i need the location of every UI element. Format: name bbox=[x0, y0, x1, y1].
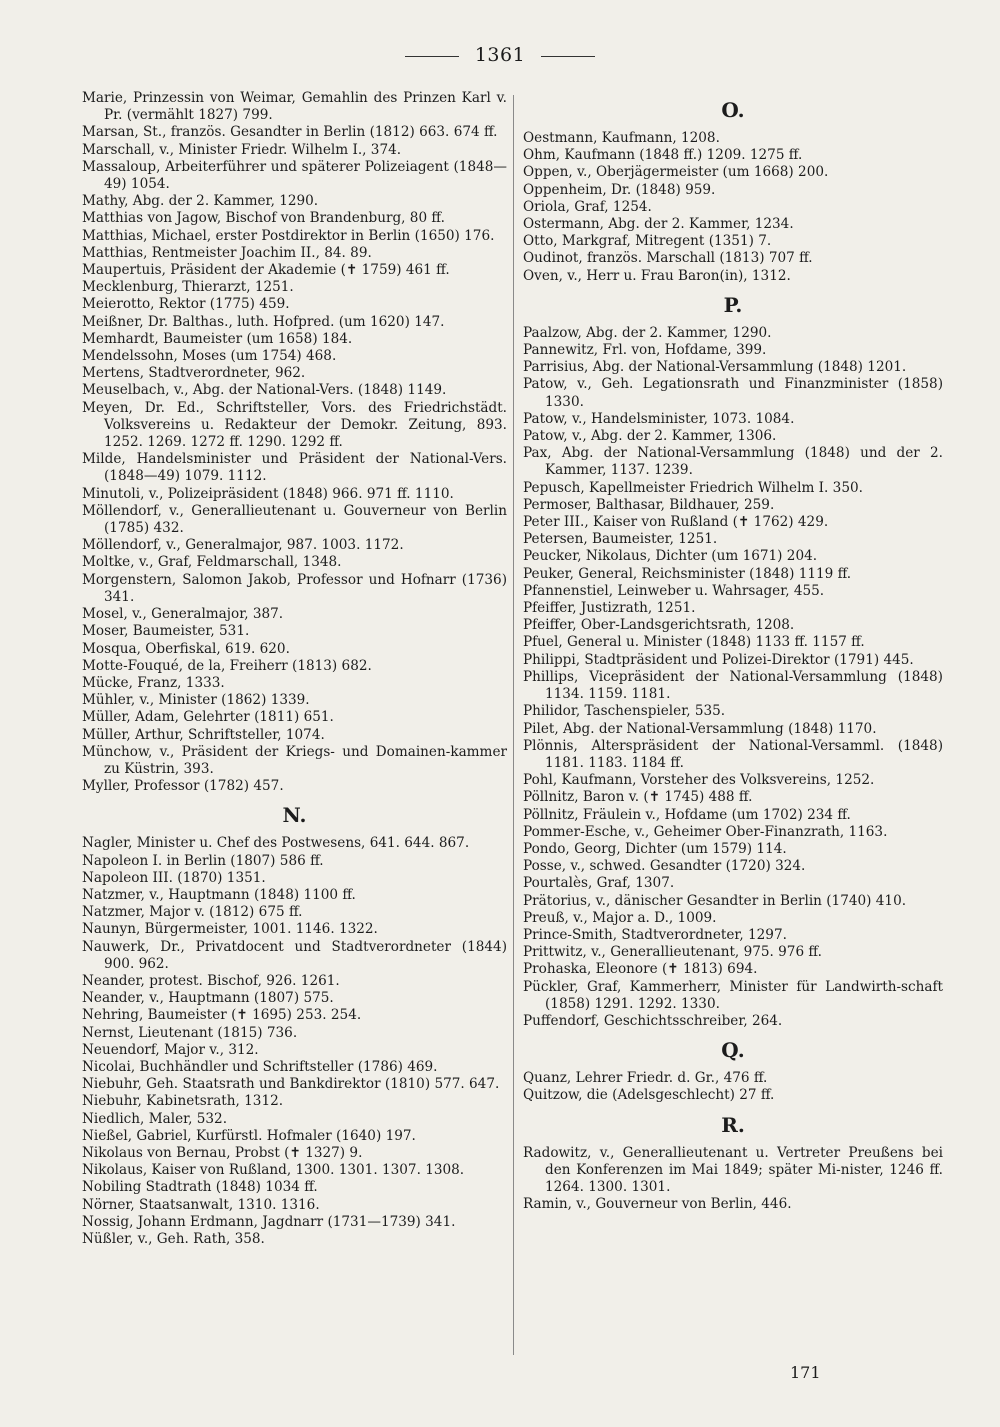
index-entry: Pepusch, Kapellmeister Friedrich Wilhelm I. 350. bbox=[523, 479, 863, 496]
index-entry: Meuselbach, v., Abg. der National-Vers. (1848) 1149. bbox=[82, 382, 447, 399]
index-entry: Pohl, Kaufmann, Vorsteher des Volksvereins, 1252. bbox=[523, 772, 875, 789]
index-entry: Pöllnitz, Fräulein v., Hofdame (um 1702) 234 ff. bbox=[523, 806, 851, 823]
index-entry: Naunyn, Bürgermeister, 1001. 1146. 1322. bbox=[82, 921, 378, 938]
index-entry: Meierotto, Rektor (1775) 459. bbox=[82, 296, 290, 313]
index-entry: Napoleon I. in Berlin (1807) 586 ff. bbox=[82, 852, 324, 869]
index-entry: Philippi, Stadtpräsident und Polizei-Direktor (1791) 445. bbox=[523, 651, 914, 668]
index-entry: Oudinot, französ. Marschall (1813) 707 ff. bbox=[523, 250, 813, 267]
index-entry: Minutoli, v., Polizeipräsident (1848) 966. 971 ff. 1110. bbox=[82, 485, 454, 502]
section-letter-heading: P. bbox=[723, 292, 743, 317]
index-entry: Niedlich, Maler, 532. bbox=[82, 1110, 228, 1127]
index-entry: Pöllnitz, Baron v. (✝ 1745) 488 ff. bbox=[523, 789, 753, 806]
index-entry: Morgenstern, Salomon Jakob, Professor und Hofnarr (1736) 341. bbox=[82, 571, 507, 605]
index-entry: Pfannenstiel, Leinweber u. Wahrsager, 455. bbox=[523, 582, 825, 599]
index-entry: Natzmer, Major v. (1812) 675 ff. bbox=[82, 904, 303, 921]
index-column-right bbox=[523, 90, 943, 1213]
index-entry: Moltke, v., Graf, Feldmarschall, 1348. bbox=[82, 554, 342, 571]
index-entry: Müller, Adam, Gelehrter (1811) 651. bbox=[82, 709, 334, 726]
index-entry: Marie, Prinzessin von Weimar, Gemahlin des Prinzen Karl v. Pr. (vermählt 1827) 799. bbox=[82, 90, 507, 124]
index-entry: Prince-Smith, Stadtverordneter, 1297. bbox=[523, 926, 787, 943]
index-entry: Mosqua, Oberfiskal, 619. 620. bbox=[82, 640, 290, 657]
index-entry: Nagler, Minister u. Chef des Postwesens, 641. 644. 867. bbox=[82, 835, 470, 852]
index-entry: Mühler, v., Minister (1862) 1339. bbox=[82, 692, 310, 709]
index-entry: Mertens, Stadtverordneter, 962. bbox=[82, 365, 306, 382]
index-entry: Müller, Arthur, Schriftsteller, 1074. bbox=[82, 726, 325, 743]
index-entry: Ostermann, Abg. der 2. Kammer, 1234. bbox=[523, 216, 794, 233]
index-entry: Permoser, Balthasar, Bildhauer, 259. bbox=[523, 496, 775, 513]
index-entry: Motte-Fouqué, de la, Freiherr (1813) 682. bbox=[82, 657, 372, 674]
index-entry: Preuß, v., Major a. D., 1009. bbox=[523, 909, 717, 926]
index-entry: Nikolaus von Bernau, Probst (✝ 1327) 9. bbox=[82, 1144, 363, 1161]
index-entry: Oriola, Graf, 1254. bbox=[523, 198, 652, 215]
index-entry: Matthias von Jagow, Bischof von Brandenburg, 80 ff. bbox=[82, 210, 445, 227]
index-entry: Mecklenburg, Thierarzt, 1251. bbox=[82, 279, 294, 296]
index-entry: Pfuel, General u. Minister (1848) 1133 ff. 1157 ff. bbox=[523, 634, 865, 651]
index-entry: Maupertuis, Präsident der Akademie (✝ 1759) 461 ff. bbox=[82, 262, 450, 279]
index-entry: Niebuhr, Geh. Staatsrath und Bankdirektor (1810) 577. 647. bbox=[82, 1076, 500, 1093]
index-entry: Nernst, Lieutenant (1815) 736. bbox=[82, 1024, 298, 1041]
index-entry: Nossig, Johann Erdmann, Jagdnarr (1731—1739) 341. bbox=[82, 1213, 456, 1230]
index-entry: Pückler, Graf, Kammerherr, Minister für Landwirth-schaft (1858) 1291. 1292. 1330. bbox=[523, 978, 943, 1012]
section-letter-heading: R. bbox=[721, 1112, 745, 1137]
index-entry: Meyen, Dr. Ed., Schriftsteller, Vors. des Friedrichstädt. Volksvereins u. Redakteur der Demokr. Zeitung, 893. 1252. 1269. 1272 ff. 1290. 1292 ff. bbox=[82, 399, 507, 451]
index-entry: Mendelssohn, Moses (um 1754) 468. bbox=[82, 348, 337, 365]
index-column-left bbox=[82, 90, 507, 1248]
index-entry: Prohaska, Eleonore (✝ 1813) 694. bbox=[523, 961, 758, 978]
index-entry: Marsan, St., französ. Gesandter in Berlin (1812) 663. 674 ff. bbox=[82, 124, 498, 141]
index-entry: Nehring, Baumeister (✝ 1695) 253. 254. bbox=[82, 1007, 362, 1024]
page-header bbox=[0, 44, 1000, 66]
index-entry: Peuker, General, Reichsminister (1848) 1119 ff. bbox=[523, 565, 852, 582]
index-entry: Matthias, Michael, erster Postdirektor in Berlin (1650) 176. bbox=[82, 227, 495, 244]
index-entry: Oven, v., Herr u. Frau Baron(in), 1312. bbox=[523, 267, 791, 284]
signature-number: 171 bbox=[790, 1363, 821, 1382]
index-entry: Paalzow, Abg. der 2. Kammer, 1290. bbox=[523, 324, 772, 341]
index-entry: Peucker, Nikolaus, Dichter (um 1671) 204. bbox=[523, 548, 818, 565]
column-divider bbox=[513, 95, 514, 1355]
index-entry: Philidor, Taschenspieler, 535. bbox=[523, 703, 726, 720]
index-entry: Matthias, Rentmeister Joachim II., 84. 89. bbox=[82, 244, 372, 261]
index-entry: Nüßler, v., Geh. Rath, 358. bbox=[82, 1231, 265, 1247]
index-entry: Neander, v., Hauptmann (1807) 575. bbox=[82, 990, 334, 1007]
index-entry: Nießel, Gabriel, Kurfürstl. Hofmaler (1640) 197. bbox=[82, 1127, 416, 1144]
index-entry: Mücke, Franz, 1333. bbox=[82, 674, 225, 691]
index-entry: Pondo, Georg, Dichter (um 1579) 114. bbox=[523, 840, 787, 857]
index-entry: Nauwerk, Dr., Privatdocent und Stadtverordneter (1844) 900. 962. bbox=[82, 938, 507, 972]
index-entry: Patow, v., Abg. der 2. Kammer, 1306. bbox=[523, 428, 777, 445]
index-entry: Pfeiffer, Justizrath, 1251. bbox=[523, 600, 696, 617]
index-entry: Posse, v., schwed. Gesandter (1720) 324. bbox=[523, 858, 806, 875]
index-entry: Prittwitz, v., Generallieutenant, 975. 976 ff. bbox=[523, 944, 822, 961]
index-entry: Ohm, Kaufmann (1848 ff.) 1209. 1275 ff. bbox=[523, 147, 803, 164]
index-entry: Moser, Baumeister, 531. bbox=[82, 623, 250, 640]
index-entry: Phillips, Vicepräsident der National-Versammlung (1848) 1134. 1159. 1181. bbox=[523, 668, 943, 703]
index-entry: Myller, Professor (1782) 457. bbox=[82, 778, 284, 795]
index-entry: Nobiling Stadtrath (1848) 1034 ff. bbox=[82, 1179, 318, 1196]
index-entry: Nörner, Staatsanwalt, 1310. 1316. bbox=[82, 1196, 320, 1213]
index-entry: Mosel, v., Generalmajor, 387. bbox=[82, 606, 284, 623]
index-entry: Oestmann, Kaufmann, 1208. bbox=[523, 130, 720, 146]
index-entry: Parrisius, Abg. der National-Versammlung (1848) 1201. bbox=[523, 359, 907, 376]
index-entry: Niebuhr, Kabinetsrath, 1312. bbox=[82, 1093, 284, 1110]
index-entry: Massaloup, Arbeiterführer und späterer Polizeiagent (1848—49) 1054. bbox=[82, 158, 507, 193]
index-entry: Petersen, Baumeister, 1251. bbox=[523, 531, 718, 548]
index-entry: Napoleon III. (1870) 1351. bbox=[82, 869, 266, 886]
index-entry: Mathy, Abg. der 2. Kammer, 1290. bbox=[82, 193, 319, 210]
header-rule-right bbox=[541, 56, 595, 57]
index-entry: Natzmer, v., Hauptmann (1848) 1100 ff. bbox=[82, 886, 356, 903]
index-entry: Nikolaus, Kaiser von Rußland, 1300. 1301. 1307. 1308. bbox=[82, 1162, 465, 1179]
index-entry: Oppen, v., Oberjägermeister (um 1668) 200. bbox=[523, 164, 829, 181]
index-entry: Plönnis, Alterspräsident der National-Versamml. (1848) 1181. 1183. 1184 ff. bbox=[523, 737, 943, 771]
index-entry: Pax, Abg. der National-Versammlung (1848) und der 2. Kammer, 1137. 1239. bbox=[523, 445, 943, 479]
index-entry: Nicolai, Buchhändler und Schriftsteller (1786) 469. bbox=[82, 1058, 438, 1075]
header-rule-left bbox=[405, 56, 459, 57]
page-number: 1361 bbox=[474, 44, 526, 66]
index-entry: Pannewitz, Frl. von, Hofdame, 399. bbox=[523, 342, 767, 359]
index-entry: Möllendorf, v., Generalmajor, 987. 1003. 1172. bbox=[82, 537, 404, 554]
index-entry: Milde, Handelsminister und Präsident der National-Vers. (1848—49) 1079. 1112. bbox=[82, 451, 507, 485]
index-entry: Quanz, Lehrer Friedr. d. Gr., 476 ff. bbox=[523, 1070, 768, 1087]
index-entry: Münchow, v., Präsident der Kriegs- und Domainen-kammer zu Küstrin, 393. bbox=[82, 743, 507, 777]
index-entry: Pfeiffer, Ober-Landsgerichtsrath, 1208. bbox=[523, 617, 795, 634]
index-entry: Neander, protest. Bischof, 926. 1261. bbox=[82, 972, 340, 989]
index-entry: Puffendorf, Geschichtsschreiber, 264. bbox=[523, 1012, 783, 1029]
index-entry: Oppenheim, Dr. (1848) 959. bbox=[523, 181, 716, 198]
index-entry: Marschall, v., Minister Friedr. Wilhelm I., 374. bbox=[82, 141, 402, 158]
section-letter-heading: N. bbox=[282, 803, 307, 828]
index-entry: Pilet, Abg. der National-Versammlung (1848) 1170. bbox=[523, 720, 877, 737]
index-entry: Neuendorf, Major v., 312. bbox=[82, 1041, 259, 1058]
index-entry: Memhardt, Baumeister (um 1658) 184. bbox=[82, 330, 353, 347]
section-letter-heading: Q. bbox=[721, 1038, 745, 1063]
index-entry: Patow, v., Geh. Legationsrath und Finanzminister (1858) 1330. bbox=[523, 376, 943, 410]
index-entry: Pourtalès, Graf, 1307. bbox=[523, 875, 675, 892]
index-entry: Radowitz, v., Generallieutenant u. Vertreter Preußens bei den Konferenzen im Mai 1849; später Mi-nister, 1246 ff. 1264. 1300. 1301. bbox=[523, 1144, 943, 1195]
index-entry: Prätorius, v., dänischer Gesandter in Berlin (1740) 410. bbox=[523, 892, 907, 909]
section-letter-heading: O. bbox=[721, 98, 745, 122]
index-entry: Meißner, Dr. Balthas., luth. Hofpred. (um 1620) 147. bbox=[82, 313, 445, 330]
index-entry: Ramin, v., Gouverneur von Berlin, 446. bbox=[523, 1196, 792, 1213]
index-entry: Quitzow, die (Adelsgeschlecht) 27 ff. bbox=[523, 1087, 775, 1104]
index-entry: Patow, v., Handelsminister, 1073. 1084. bbox=[523, 410, 795, 427]
index-entry: Peter III., Kaiser von Rußland (✝ 1762) 429. bbox=[523, 514, 829, 531]
index-entry: Möllendorf, v., Generallieutenant u. Gouverneur von Berlin (1785) 432. bbox=[82, 502, 507, 537]
index-entry: Pommer-Esche, v., Geheimer Ober-Finanzrath, 1163. bbox=[523, 823, 888, 840]
index-entry: Otto, Markgraf, Mitregent (1351) 7. bbox=[523, 233, 772, 250]
